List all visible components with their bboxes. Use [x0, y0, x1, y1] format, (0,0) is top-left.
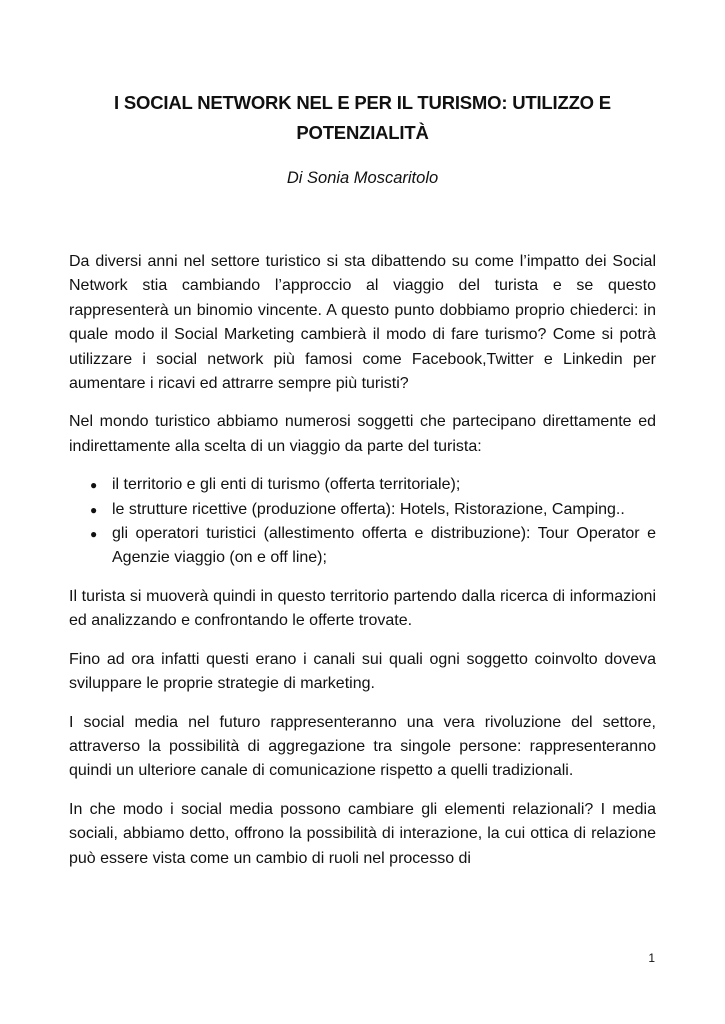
paragraph: Fino ad ora infatti questi erano i canali sui quali ogni soggetto coinvolto doveva sviluppare le proprie strategie di marketing.	[69, 650, 656, 693]
page-number: 1	[648, 951, 655, 965]
paragraph: Da diversi anni nel settore turistico si sta dibattendo su come l’impatto dei Social Network stia cambiando l’approccio al viaggio del turista e se questo rappresenterà un binomio vincente. A questo punto dobbiamo proprio chiederci: in quale modo il Social Marketing cambierà il modo di fare turismo? Come si potrà utilizzare i social network più famosi come Facebook,Twitter e Linkedin per aumentare i ricavi ed attrarre sempre più turisti?	[69, 253, 656, 393]
title-line-1: I SOCIAL NETWORK NEL E PER IL TURISMO: UTILIZZO E	[114, 92, 611, 113]
bullet-list	[69, 473, 656, 571]
document-body	[69, 250, 656, 885]
title-line-2: POTENZIALITÀ	[296, 122, 429, 143]
paragraph: Nel mondo turistico abbiamo numerosi soggetti che partecipano direttamente ed indirettamente alla scelta di un viaggio da parte del turista:	[69, 413, 656, 455]
author-byline: Di Sonia Moscaritolo	[286, 169, 439, 187]
paragraph: Il turista si muoverà quindi in questo territorio partendo dalla ricerca di informazioni ed analizzando e confrontando le offerte trovate.	[69, 587, 656, 630]
document-title	[70, 88, 655, 148]
paragraph: In che modo i social media possono cambiare gli elementi relazionali? I media sociali, abbiamo detto, offrono la possibilità di interazione, la cui ottica di relazione può essere vista come un cambio di ruoli nel processo di	[69, 800, 656, 867]
list-item	[69, 473, 656, 497]
paragraph: I social media nel futuro rappresenteranno una vera rivoluzione del settore, attraverso la possibilità di aggregazione tra singole persone: rappresenteranno quindi un ulteriore canale di comunicazione rispetto a quelli tradizionali.	[69, 713, 656, 780]
list-item-text: gli operatori turistici (allestimento offerta e distribuzione): Tour Operator e Agenzie viaggio (on e off line);	[112, 525, 656, 567]
list-item	[69, 522, 656, 571]
list-item-text: le strutture ricettive (produzione offerta): Hotels, Ristorazione, Camping..	[112, 500, 625, 518]
list-item	[69, 498, 656, 522]
bullet-icon: ●	[90, 502, 98, 517]
bullet-icon: ●	[90, 527, 98, 542]
list-item-text: il territorio e gli enti di turismo (offerta territoriale);	[112, 476, 461, 494]
bullet-icon: ●	[90, 478, 98, 493]
